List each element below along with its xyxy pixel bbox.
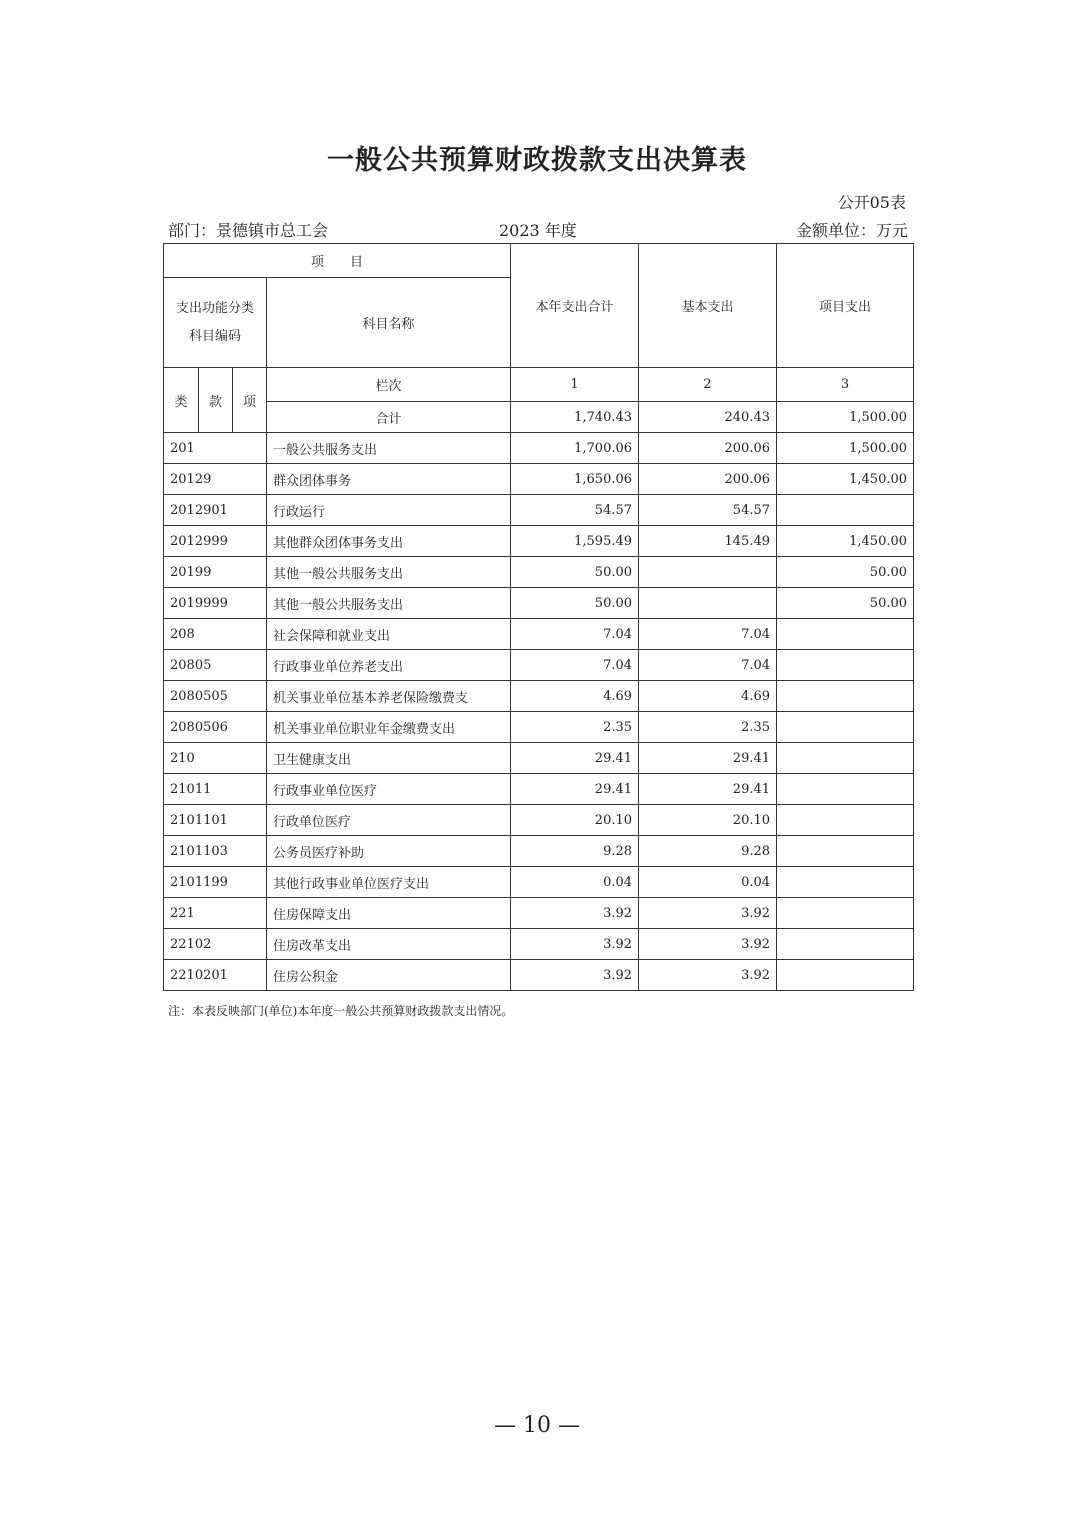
header-lanci: 栏次 — [267, 368, 511, 402]
meta-row — [168, 218, 908, 240]
row-basic — [639, 588, 777, 619]
row-code: 2012999 — [164, 526, 267, 557]
table-row — [164, 588, 914, 619]
row-project — [777, 495, 914, 526]
header-col-total: 本年支出合计 — [511, 244, 639, 368]
row-name: 行政事业单位养老支出 — [267, 650, 511, 681]
row-total: 7.04 — [511, 650, 639, 681]
table-row — [164, 960, 914, 991]
row-project — [777, 650, 914, 681]
row-project — [777, 805, 914, 836]
row-code: 20199 — [164, 557, 267, 588]
row-total: 3.92 — [511, 960, 639, 991]
footnote: 注：本表反映部门(单位)本年度一般公共预算财政拨款支出情况。 — [168, 1004, 514, 1018]
row-code: 208 — [164, 619, 267, 650]
row-name: 机关事业单位基本养老保险缴费支 — [267, 681, 511, 712]
row-code: 21011 — [164, 774, 267, 805]
row-basic: 2.35 — [639, 712, 777, 743]
table-row — [164, 836, 914, 867]
table-row — [164, 929, 914, 960]
header-project: 项 目 — [164, 244, 511, 278]
row-basic — [639, 557, 777, 588]
row-name: 行政单位医疗 — [267, 805, 511, 836]
unit-label: 金额单位：万元 — [795, 221, 908, 240]
row-name: 其他群众团体事务支出 — [267, 526, 511, 557]
table-row — [164, 650, 914, 681]
row-total: 1,595.49 — [511, 526, 639, 557]
table-row — [164, 712, 914, 743]
table-row — [164, 805, 914, 836]
row-name: 公务员医疗补助 — [267, 836, 511, 867]
row-project — [777, 774, 914, 805]
row-project — [777, 681, 914, 712]
header-kuan: 款 — [199, 368, 233, 433]
row-project: 50.00 — [777, 557, 914, 588]
header-code: 支出功能分类科目编码 — [164, 278, 267, 368]
row-total: 50.00 — [511, 557, 639, 588]
total-sum: 1,740.43 — [511, 402, 639, 433]
row-total: 4.69 — [511, 681, 639, 712]
row-code: 2101101 — [164, 805, 267, 836]
row-total: 54.57 — [511, 495, 639, 526]
row-project — [777, 929, 914, 960]
table-row — [164, 681, 914, 712]
row-basic: 54.57 — [639, 495, 777, 526]
row-basic: 145.49 — [639, 526, 777, 557]
department-label: 部门：景德镇市总工会 — [168, 221, 329, 240]
row-project: 1,500.00 — [777, 433, 914, 464]
row-total: 1,650.06 — [511, 464, 639, 495]
row-name: 其他一般公共服务支出 — [267, 588, 511, 619]
row-name: 住房改革支出 — [267, 929, 511, 960]
table-row — [164, 743, 914, 774]
total-row — [164, 402, 914, 433]
row-basic: 20.10 — [639, 805, 777, 836]
row-project — [777, 836, 914, 867]
row-total: 3.92 — [511, 929, 639, 960]
row-total: 2.35 — [511, 712, 639, 743]
header-n1: 1 — [511, 368, 639, 402]
table-code: 公开05表 — [837, 193, 906, 212]
row-name: 其他一般公共服务支出 — [267, 557, 511, 588]
row-name: 住房公积金 — [267, 960, 511, 991]
row-total: 20.10 — [511, 805, 639, 836]
table-row — [164, 557, 914, 588]
row-project — [777, 898, 914, 929]
header-col-basic: 基本支出 — [639, 244, 777, 368]
row-total: 1,700.06 — [511, 433, 639, 464]
row-project — [777, 619, 914, 650]
row-project — [777, 743, 914, 774]
budget-table — [163, 243, 914, 991]
row-basic: 3.92 — [639, 898, 777, 929]
row-code: 221 — [164, 898, 267, 929]
header-col-project: 项目支出 — [777, 244, 914, 368]
total-basic: 240.43 — [639, 402, 777, 433]
table-row — [164, 867, 914, 898]
row-code: 2101103 — [164, 836, 267, 867]
table-row — [164, 526, 914, 557]
row-code: 2080506 — [164, 712, 267, 743]
header-row-project — [164, 244, 914, 278]
row-basic: 3.92 — [639, 960, 777, 991]
row-name: 社会保障和就业支出 — [267, 619, 511, 650]
row-code: 2210201 — [164, 960, 267, 991]
header-row-lanci — [164, 368, 914, 402]
row-project — [777, 867, 914, 898]
row-basic: 7.04 — [639, 619, 777, 650]
year-label: 2023 年度 — [499, 221, 577, 240]
table-row — [164, 619, 914, 650]
row-total: 29.41 — [511, 743, 639, 774]
row-project: 1,450.00 — [777, 464, 914, 495]
row-name: 行政运行 — [267, 495, 511, 526]
row-basic: 9.28 — [639, 836, 777, 867]
row-project — [777, 960, 914, 991]
table-row — [164, 464, 914, 495]
row-basic: 7.04 — [639, 650, 777, 681]
row-code: 2012901 — [164, 495, 267, 526]
row-name: 住房保障支出 — [267, 898, 511, 929]
row-name: 一般公共服务支出 — [267, 433, 511, 464]
row-total: 9.28 — [511, 836, 639, 867]
header-lei: 类 — [164, 368, 199, 433]
row-code: 22102 — [164, 929, 267, 960]
total-label: 合计 — [267, 402, 511, 433]
row-name: 其他行政事业单位医疗支出 — [267, 867, 511, 898]
row-name: 卫生健康支出 — [267, 743, 511, 774]
row-project: 1,450.00 — [777, 526, 914, 557]
header-n2: 2 — [639, 368, 777, 402]
row-basic: 0.04 — [639, 867, 777, 898]
row-code: 20129 — [164, 464, 267, 495]
header-subject: 科目名称 — [267, 278, 511, 368]
header-n3: 3 — [777, 368, 914, 402]
document-title: 一般公共预算财政拨款支出决算表 — [327, 145, 747, 176]
row-code: 2080505 — [164, 681, 267, 712]
row-basic: 4.69 — [639, 681, 777, 712]
row-code: 20805 — [164, 650, 267, 681]
header-xiang: 项 — [233, 368, 267, 433]
row-name: 机关事业单位职业年金缴费支出 — [267, 712, 511, 743]
table-row — [164, 774, 914, 805]
row-name: 群众团体事务 — [267, 464, 511, 495]
row-basic: 3.92 — [639, 929, 777, 960]
row-code: 2019999 — [164, 588, 267, 619]
row-basic: 29.41 — [639, 743, 777, 774]
table-row — [164, 495, 914, 526]
row-code: 2101199 — [164, 867, 267, 898]
table-row — [164, 898, 914, 929]
page-number: — 10 — — [494, 1413, 580, 1438]
row-basic: 200.06 — [639, 433, 777, 464]
row-project — [777, 712, 914, 743]
row-code: 201 — [164, 433, 267, 464]
row-project: 50.00 — [777, 588, 914, 619]
row-basic: 29.41 — [639, 774, 777, 805]
row-total: 50.00 — [511, 588, 639, 619]
row-total: 7.04 — [511, 619, 639, 650]
table-row — [164, 433, 914, 464]
row-basic: 200.06 — [639, 464, 777, 495]
row-total: 0.04 — [511, 867, 639, 898]
row-total: 29.41 — [511, 774, 639, 805]
row-code: 210 — [164, 743, 267, 774]
total-project: 1,500.00 — [777, 402, 914, 433]
row-name: 行政事业单位医疗 — [267, 774, 511, 805]
row-total: 3.92 — [511, 898, 639, 929]
